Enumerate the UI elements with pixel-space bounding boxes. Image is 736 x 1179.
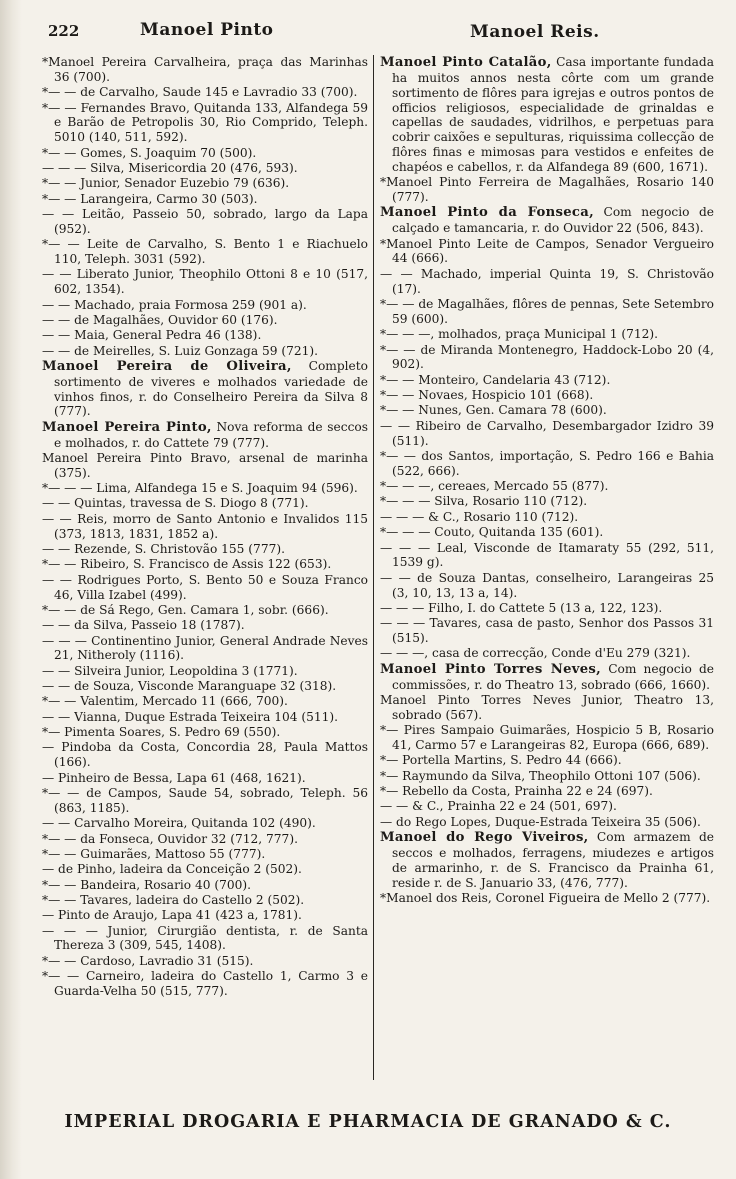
entry-text: Com negocio de commissões, r. do Theatro 13, sobrado (666, 1660).: [392, 661, 714, 692]
entry-text: *— — Larangeira, Carmo 30 (503).: [42, 191, 258, 206]
directory-entry: [380, 799, 714, 814]
directory-entry: [42, 771, 368, 786]
directory-entry: [42, 176, 368, 191]
entry-name: Manoel Pereira de Oliveira,: [42, 358, 292, 374]
entry-text: — — Rezende, S. Christovão 155 (777).: [42, 542, 285, 556]
directory-entry: [42, 816, 368, 831]
directory-entry: [42, 954, 368, 969]
entry-text: — — Machado, imperial Quinta 19, S. Christovão (17).: [380, 266, 714, 296]
entry-text: *— — Guimarães, Mattoso 55 (777).: [42, 846, 266, 861]
entry-text: — — Liberato Junior, Theophilo Ottoni 8 e 10 (517, 602, 1354).: [42, 267, 368, 297]
entry-text: *Manoel Pinto Leite de Campos, Senador Vergueiro 44 (666).: [380, 236, 714, 266]
entry-text: — — Reis, morro de Santo Antonio e Invalidos 115 (373, 1813, 1831, 1852 a).: [42, 511, 368, 541]
entry-name: Manoel Pinto da Fonseca,: [380, 205, 594, 221]
directory-entry: [380, 815, 714, 830]
running-head-left: Manoel Pinto: [140, 20, 274, 40]
entry-text: *— — Novaes, Hospicio 101 (668).: [380, 388, 594, 403]
entry-text: — — de Meirelles, S. Luiz Gonzaga 59 (721).: [42, 343, 319, 358]
directory-entry: [42, 481, 368, 496]
directory-entry: [380, 571, 714, 601]
entry-text: *— — da Fonseca, Ouvidor 32 (712, 777).: [42, 831, 298, 846]
directory-entry: [42, 618, 368, 633]
entry-text: *— — Tavares, ladeira do Castello 2 (502).: [42, 892, 305, 907]
entry-text: *— — — Couto, Quitanda 135 (601).: [380, 525, 604, 540]
directory-entry: [42, 420, 368, 451]
entry-text: *— — Cardoso, Lavradio 31 (515).: [42, 953, 254, 968]
entry-text: *— Portella Martins, S. Pedro 44 (666).: [380, 753, 622, 768]
directory-entry: [42, 146, 368, 161]
entry-text: — do Rego Lopes, Duque-Estrada Teixeira 35 (506).: [380, 814, 701, 829]
entry-text: *— — Monteiro, Candelaria 43 (712).: [380, 372, 611, 387]
entry-text: — — da Silva, Passeio 18 (1787).: [42, 618, 245, 633]
directory-entry: [42, 557, 368, 572]
entry-text: *— — de Campos, Saude 54, sobrado, Teleph. 56 (863, 1185).: [42, 786, 368, 815]
entry-text: — Pinto de Araujo, Lapa 41 (423 a, 1781).: [42, 908, 302, 923]
entry-name: Manoel Pereira Pinto,: [42, 419, 212, 435]
entry-text: *— Pimenta Soares, S. Pedro 69 (550).: [42, 725, 281, 740]
directory-entry: [42, 267, 368, 297]
directory-entry: [380, 419, 714, 449]
directory-entry: [380, 541, 714, 571]
entry-text: *— — Valentim, Mercado 11 (666, 700).: [42, 694, 288, 709]
page-spine-shadow: [0, 0, 22, 1179]
directory-entry: [380, 723, 714, 753]
entry-text: — — Ribeiro de Carvalho, Desembargador Izidro 39 (511).: [380, 418, 714, 448]
directory-entry: [42, 542, 368, 557]
directory-entry: [42, 969, 368, 999]
directory-entry: [380, 510, 714, 525]
directory-entry: [380, 830, 714, 890]
entry-text: — — — Junior, Cirurgião dentista, r. de Santa Thereza 3 (309, 545, 1408).: [42, 923, 368, 953]
entry-text: — — — Tavares, casa de pasto, Senhor dos Passos 31 (515).: [380, 616, 714, 646]
entry-name: Manoel Pinto Catalão,: [380, 55, 552, 70]
entry-text: *— Pires Sampaio Guimarães, Hospicio 5 B, Rosario 41, Carmo 57 e Larangeiras 82, Europa (666, 689).: [380, 723, 714, 752]
directory-entry: [42, 908, 368, 923]
directory-entry: [42, 893, 368, 908]
entry-text: — — — & C., Rosario 110 (712).: [380, 509, 579, 524]
entry-text: — — de Souza, Visconde Maranguape 32 (318).: [42, 679, 337, 694]
directory-entry: [380, 479, 714, 494]
directory-entry: [42, 237, 368, 267]
entry-text: — de Pinho, ladeira da Conceição 2 (502).: [42, 862, 302, 877]
entry-text: — — —, casa de correcção, Conde d'Eu 279 (321).: [380, 646, 691, 661]
directory-entry: [380, 784, 714, 799]
directory-entry: [42, 85, 368, 100]
entry-text: *— — dos Santos, importação, S. Pedro 166 e Bahia (522, 666).: [380, 448, 714, 478]
entry-text: *— — Nunes, Gen. Camara 78 (600).: [380, 403, 607, 418]
directory-entry: [380, 891, 714, 906]
directory-entry: [42, 496, 368, 511]
entry-text: *Manoel Pereira Carvalheira, praça das Marinhas 36 (700).: [42, 55, 368, 84]
entry-name: Manoel do Rego Viveiros,: [380, 830, 589, 846]
directory-entry: [380, 175, 714, 205]
entry-text: — — de Souza Dantas, conselheiro, Larangeiras 25 (3, 10, 13, 13 a, 14).: [380, 570, 714, 600]
directory-entry: [380, 449, 714, 479]
directory-entry: [380, 753, 714, 768]
entry-text: *Manoel dos Reis, Coronel Figueira de Mello 2 (777).: [380, 890, 711, 905]
entry-text: — — Leitão, Passeio 50, sobrado, largo da Lapa (952).: [42, 206, 368, 236]
directory-entry: [380, 267, 714, 297]
entry-text: — — — Filho, I. do Cattete 5 (13 a, 122, 123).: [380, 600, 663, 615]
directory-entry: [42, 207, 368, 237]
entry-text: — — Quintas, travessa de S. Diogo 8 (771).: [42, 496, 309, 511]
entry-text: — — — Leal, Visconde de Itamaraty 55 (292, 511, 1539 g).: [380, 540, 714, 570]
entry-text: *— — —, molhados, praça Municipal 1 (712).: [380, 327, 658, 342]
directory-entry: [42, 313, 368, 328]
directory-entry: [42, 161, 368, 176]
page-header: [0, 18, 736, 48]
entry-text: — Pindoba da Costa, Concordia 28, Paula Mattos (166).: [42, 740, 368, 770]
directory-entry: [380, 494, 714, 509]
entry-text: *— — de Sá Rego, Gen. Camara 1, sobr. (666).: [42, 602, 329, 617]
entry-text: — — de Magalhães, Ouvidor 60 (176).: [42, 312, 278, 327]
directory-entry: [380, 237, 714, 267]
directory-entry: [380, 388, 714, 403]
directory-entry: [42, 740, 368, 770]
entry-text: *— — Carneiro, ladeira do Castello 1, Carmo 3 e Guarda-Velha 50 (515, 777).: [42, 969, 368, 998]
directory-entry: [380, 373, 714, 388]
directory-entry: [42, 679, 368, 694]
entry-text: — — Rodrigues Porto, S. Bento 50 e Souza Franco 46, Villa Izabel (499).: [42, 572, 368, 602]
directory-entry: [42, 832, 368, 847]
directory-entry: [380, 403, 714, 418]
directory-entry: [42, 192, 368, 207]
entry-text: — — Silveira Junior, Leopoldina 3 (1771).: [42, 663, 298, 678]
directory-columns: [38, 55, 728, 1095]
running-head-right: Manoel Reis.: [470, 22, 600, 42]
entry-text: — — Vianna, Duque Estrada Teixeira 104 (511).: [42, 709, 339, 724]
directory-entry: [42, 298, 368, 313]
directory-entry: [42, 344, 368, 359]
entry-text: — — & C., Prainha 22 e 24 (501, 697).: [380, 799, 617, 814]
directory-entry: [380, 646, 714, 661]
entry-text: *— — Gomes, S. Joaquim 70 (500).: [42, 145, 257, 160]
entry-text: *— — Bandeira, Rosario 40 (700).: [42, 877, 252, 892]
directory-entry: [380, 525, 714, 540]
page-number: 222: [48, 22, 80, 40]
entry-text: *— — Leite de Carvalho, S. Bento 1 e Riachuelo 110, Teleph. 3031 (592).: [42, 237, 368, 266]
entry-text: *— — — Silva, Rosario 110 (712).: [380, 494, 588, 509]
entry-text: *— — Ribeiro, S. Francisco de Assis 122 (653).: [42, 557, 332, 572]
directory-entry: [42, 328, 368, 343]
entry-name: Manoel Pinto Torres Neves,: [380, 661, 602, 677]
directory-entry: [42, 55, 368, 85]
directory-entry: [380, 601, 714, 616]
entry-text: *— — de Magalhães, flôres de pennas, Sete Setembro 59 (600).: [380, 297, 714, 326]
directory-entry: [42, 862, 368, 877]
directory-entry: [42, 694, 368, 709]
directory-entry: [42, 451, 368, 481]
entry-text: *— Raymundo da Silva, Theophilo Ottoni 107 (506).: [380, 768, 701, 783]
directory-entry: [42, 603, 368, 618]
entry-text: *— — de Carvalho, Saude 145 e Lavradio 33 (700).: [42, 85, 358, 100]
entry-text: *— — Fernandes Bravo, Quitanda 133, Alfandega 59 e Barão de Petropolis 30, Rio Comprido, Teleph. 5010 (140, 511, 592).: [42, 100, 368, 145]
entry-text: *— — Junior, Senador Euzebio 79 (636).: [42, 176, 290, 191]
directory-entry: [380, 205, 714, 236]
entry-text: Com armazem de seccos e molhados, ferragens, miudezes e artigos de armarinho, r. de S. Francisco da Prainha 61, reside r. de S. Januario 33, (476, 777).: [392, 830, 714, 890]
column-divider: [373, 55, 374, 1080]
entry-text: Completo sortimento de viveres e molhados variedade de vinhos finos, r. do Conselheiro Pereira da Silva 8 (777).: [54, 358, 368, 419]
left-column: [42, 55, 368, 999]
entry-text: — Pinheiro de Bessa, Lapa 61 (468, 1621).: [42, 770, 306, 785]
directory-entry: [380, 769, 714, 784]
entry-text: *— — — Lima, Alfandega 15 e S. Joaquim 94 (596).: [42, 481, 358, 496]
entry-text: *— — de Miranda Montenegro, Haddock-Lobo 20 (4, 902).: [380, 342, 714, 372]
directory-entry: [380, 662, 714, 693]
directory-entry: [42, 786, 368, 816]
directory-entry: [380, 616, 714, 646]
directory-entry: [380, 343, 714, 373]
entry-text: — — — Continentino Junior, General Andrade Neves 21, Nitheroly (1116).: [42, 633, 368, 663]
entry-text: — — Carvalho Moreira, Quitanda 102 (490).: [42, 816, 316, 831]
directory-entry: [42, 710, 368, 725]
directory-entry: [42, 924, 368, 954]
directory-entry: [42, 101, 368, 146]
directory-entry: [380, 693, 714, 723]
entry-text: Manoel Pereira Pinto Bravo, arsenal de marinha (375).: [42, 450, 368, 480]
directory-entry: [42, 573, 368, 603]
directory-entry: [42, 359, 368, 419]
entry-text: Casa importante fundada ha muitos annos nesta côrte com um grande sortimento de flôres para igrejas e outros pontos de officios religiosos, especialidade de grinaldas e capellas de saudades, vidrilhos, e perpetuas para cobrir caixões e sepulturas, riquissima collecção de flôres finas e mimosas para vestidos e enfeites de chapéos e cabellos, r. da Alfandega 89 (600, 1671).: [392, 55, 714, 174]
directory-entry: [42, 634, 368, 664]
entry-text: *— Rebello da Costa, Prainha 22 e 24 (697).: [380, 784, 653, 798]
entry-text: Nova reforma de seccos e molhados, r. do Cattete 79 (777).: [54, 419, 368, 450]
directory-entry: [42, 664, 368, 679]
right-column: [380, 55, 714, 906]
entry-text: — — Machado, praia Formosa 259 (901 a).: [42, 297, 307, 312]
entry-text: — — — Silva, Misericordia 20 (476, 593).: [42, 160, 298, 175]
directory-entry: [42, 725, 368, 740]
entry-text: *Manoel Pinto Ferreira de Magalhães, Rosario 140 (777).: [380, 175, 714, 205]
entry-text: — — Maia, General Pedra 46 (138).: [42, 328, 262, 343]
directory-entry: [380, 55, 714, 175]
directory-entry: [42, 847, 368, 862]
directory-entry: [42, 512, 368, 542]
entry-text: *— — —, cereaes, Mercado 55 (877).: [380, 479, 609, 494]
directory-entry: [380, 297, 714, 327]
entry-text: Com negocio de calçado e tamancaria, r. do Ouvidor 22 (506, 843).: [392, 205, 714, 236]
entry-text: Manoel Pinto Torres Neves Junior, Theatro 13, sobrado (567).: [380, 692, 714, 722]
directory-entry: [380, 327, 714, 342]
directory-entry: [42, 878, 368, 893]
footer-advertisement: IMPERIAL DROGARIA E PHARMACIA DE GRANADO & C.: [64, 1112, 672, 1132]
